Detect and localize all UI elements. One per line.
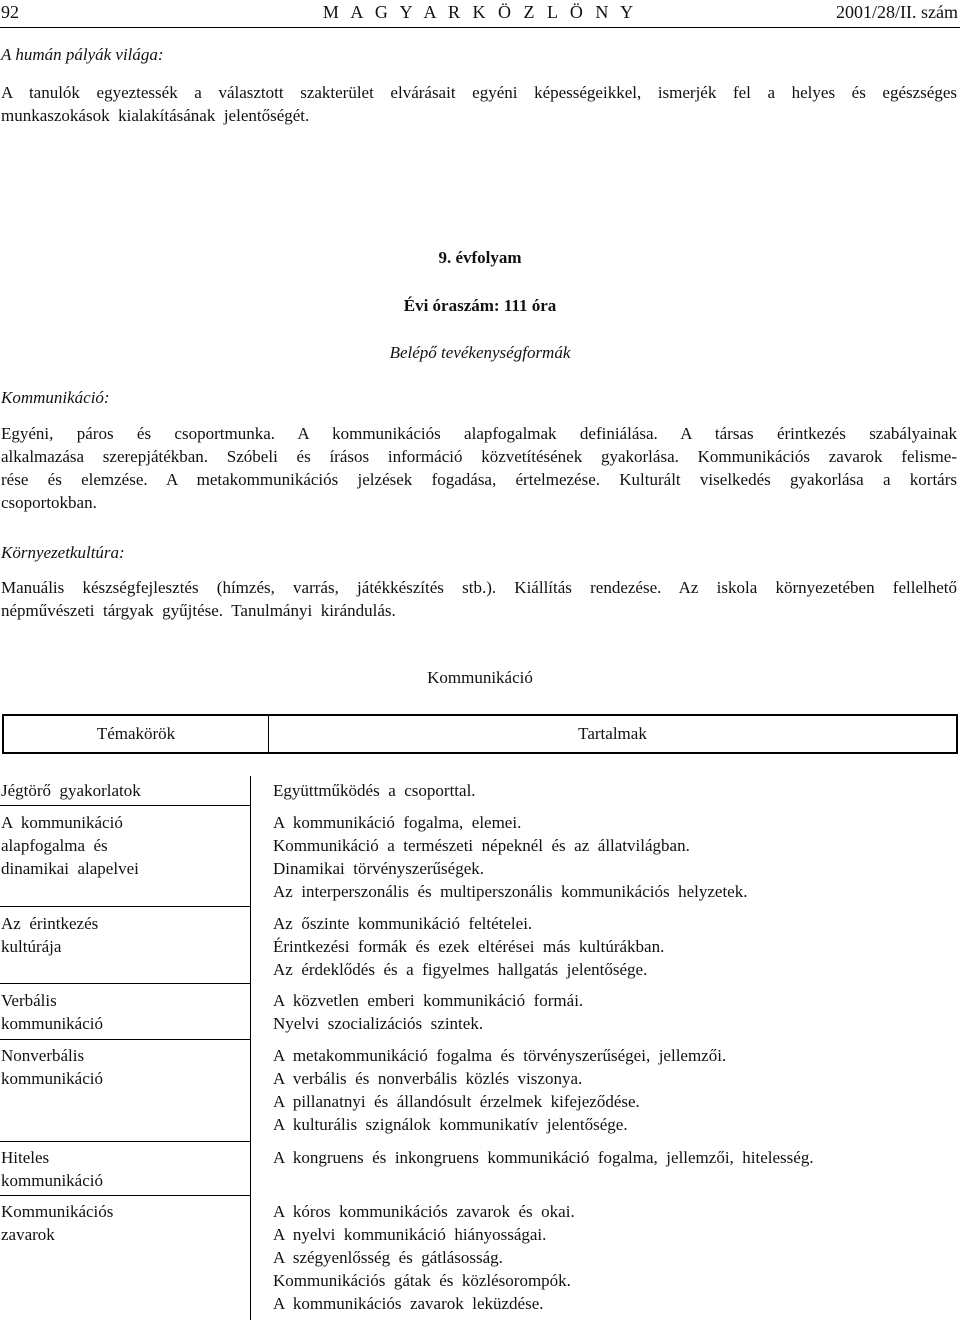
row-separator: [0, 1039, 250, 1040]
content-line: A kulturális szignálok kommunikatív jelentősége.: [273, 1115, 628, 1134]
activity-forms-subtitle: Belépő tevékenységformák: [389, 343, 571, 362]
row-separator: [0, 906, 250, 907]
column-header-topics: Témakörök: [4, 716, 269, 752]
content-line: Együttműködés a csoporttal.: [273, 781, 476, 800]
topic-line: A kommunikáció: [1, 813, 123, 832]
row-separator: [0, 1195, 250, 1196]
content-line: A nyelvi kommunikáció hiányosságai.: [273, 1225, 547, 1244]
content-line: A közvetlen emberi kommunikáció formái.: [273, 991, 584, 1010]
topic-cell: [1, 912, 249, 958]
header-divider: [0, 27, 960, 28]
content-cell: [273, 779, 953, 802]
content-line: Kommunikációs gátak és közlésorompók.: [273, 1271, 571, 1290]
content-line: Az interperszonális és multiperszonális kommunikációs helyzetek.: [273, 882, 748, 901]
content-line: A szégyenlősség és gátlásosság.: [273, 1248, 503, 1267]
section-heading-communication: Kommunikáció:: [1, 388, 110, 407]
paragraph-communication: [1, 422, 957, 514]
topic-cell: [1, 1146, 249, 1192]
topic-cell: [1, 1044, 249, 1090]
row-separator: [0, 983, 250, 984]
text-line: Manuális készségfejlesztés (hímzés, varrás, játékkészítés stb.). Kiállítás rendezése. Az iskola környezetében fellelhető: [1, 578, 957, 597]
content-line: Dinamikai törvényszerűségek.: [273, 859, 485, 878]
content-cell: [273, 1200, 953, 1315]
content-cell: [273, 811, 953, 903]
topic-line: kommunikáció: [1, 1014, 103, 1033]
issue-number: 2001/28/II. szám: [836, 2, 958, 22]
topic-cell: [1, 779, 249, 802]
topic-line: Jégtörő gyakorlatok: [1, 781, 141, 800]
content-line: A verbális és nonverbális közlés viszonya.: [273, 1069, 583, 1088]
grade-title: 9. évfolyam: [438, 248, 522, 267]
content-line: A kommunikációs zavarok leküzdése.: [273, 1294, 544, 1313]
topic-line: Kommunikációs: [1, 1202, 114, 1221]
content-line: Érintkezési formák és ezek eltérései más kultúrákban.: [273, 937, 665, 956]
section-heading-environment: Környezetkultúra:: [1, 543, 125, 562]
topic-line: kultúrája: [1, 937, 62, 956]
page-header: [0, 0, 960, 26]
text-line: csoportokban.: [1, 493, 97, 512]
paragraph-human: [1, 81, 957, 127]
table-header: [2, 714, 958, 754]
column-header-contents: Tartalmak: [578, 724, 647, 743]
text-line: munkaszokások kialakításának jelentőségét.: [1, 106, 310, 125]
journal-title: M A G Y A R K Ö Z L Ö N Y: [322, 2, 638, 22]
topic-cell: [1, 1200, 249, 1246]
content-line: A pillanatnyi és állandósult érzelmek kifejeződése.: [273, 1092, 640, 1111]
content-cell: [273, 1044, 953, 1136]
topic-line: Az érintkezés: [1, 914, 99, 933]
text-line: népművészeti tárgyak gyűjtése. Tanulmányi kirándulás.: [1, 601, 396, 620]
page-number: 92: [1, 2, 19, 22]
content-line: A kóros kommunikációs zavarok és okai.: [273, 1202, 575, 1221]
annual-hours: Évi óraszám: 111 óra: [403, 296, 557, 315]
topic-cell: [1, 989, 249, 1035]
topic-line: kommunikáció: [1, 1171, 103, 1190]
content-line: A kommunikáció fogalma, elemei.: [273, 813, 522, 832]
section-heading-human: A humán pályák világa:: [1, 45, 164, 64]
topic-line: zavarok: [1, 1225, 55, 1244]
row-separator: [0, 1141, 250, 1142]
content-line: Az érdeklődés és a figyelmes hallgatás jelentősége.: [273, 960, 648, 979]
topic-line: Hiteles: [1, 1148, 50, 1167]
text-line: alkalmazása szerepjátékban. Szóbeli és írásos információ közvetítésének gyakorlása. Kommunikációs zavarok felisme-: [1, 447, 957, 466]
text-line: rése és elemzése. A metakommunikációs jelzések fogadása, értelmezése. Kulturált viselkedés gyakorlása a kortárs: [1, 470, 957, 489]
topic-line: Nonverbális: [1, 1046, 85, 1065]
content-line: Kommunikáció a természeti népeknél és az állatvilágban.: [273, 836, 690, 855]
topic-line: Verbális: [1, 991, 57, 1010]
content-line: A kongruens és inkongruens kommunikáció fogalma, jellemzői, hitelesség.: [273, 1148, 814, 1167]
topic-line: alapfogalma és: [1, 836, 108, 855]
content-cell: [273, 1146, 953, 1169]
content-cell: [273, 912, 953, 981]
content-line: Az őszinte kommunikáció feltételei.: [273, 914, 533, 933]
text-line: A tanulók egyeztessék a választott szakterület elvárásait egyéni képességeikkel, ismerjék fel a helyes és egészséges: [1, 83, 957, 102]
table-caption: Kommunikáció: [427, 668, 533, 687]
column-divider: [250, 776, 251, 1320]
content-line: Nyelvi szocializációs szintek.: [273, 1014, 484, 1033]
paragraph-environment: [1, 576, 957, 622]
content-line: A metakommunikáció fogalma és törvényszerűségei, jellemzői.: [273, 1046, 727, 1065]
text-line: Egyéni, páros és csoportmunka. A kommunikációs alapfogalmak definiálása. A társas érintkezés szabályainak: [1, 424, 957, 443]
row-separator: [0, 805, 250, 806]
topic-cell: [1, 811, 249, 880]
content-cell: [273, 989, 953, 1035]
topic-line: dinamikai alapelvei: [1, 859, 139, 878]
topic-line: kommunikáció: [1, 1069, 103, 1088]
